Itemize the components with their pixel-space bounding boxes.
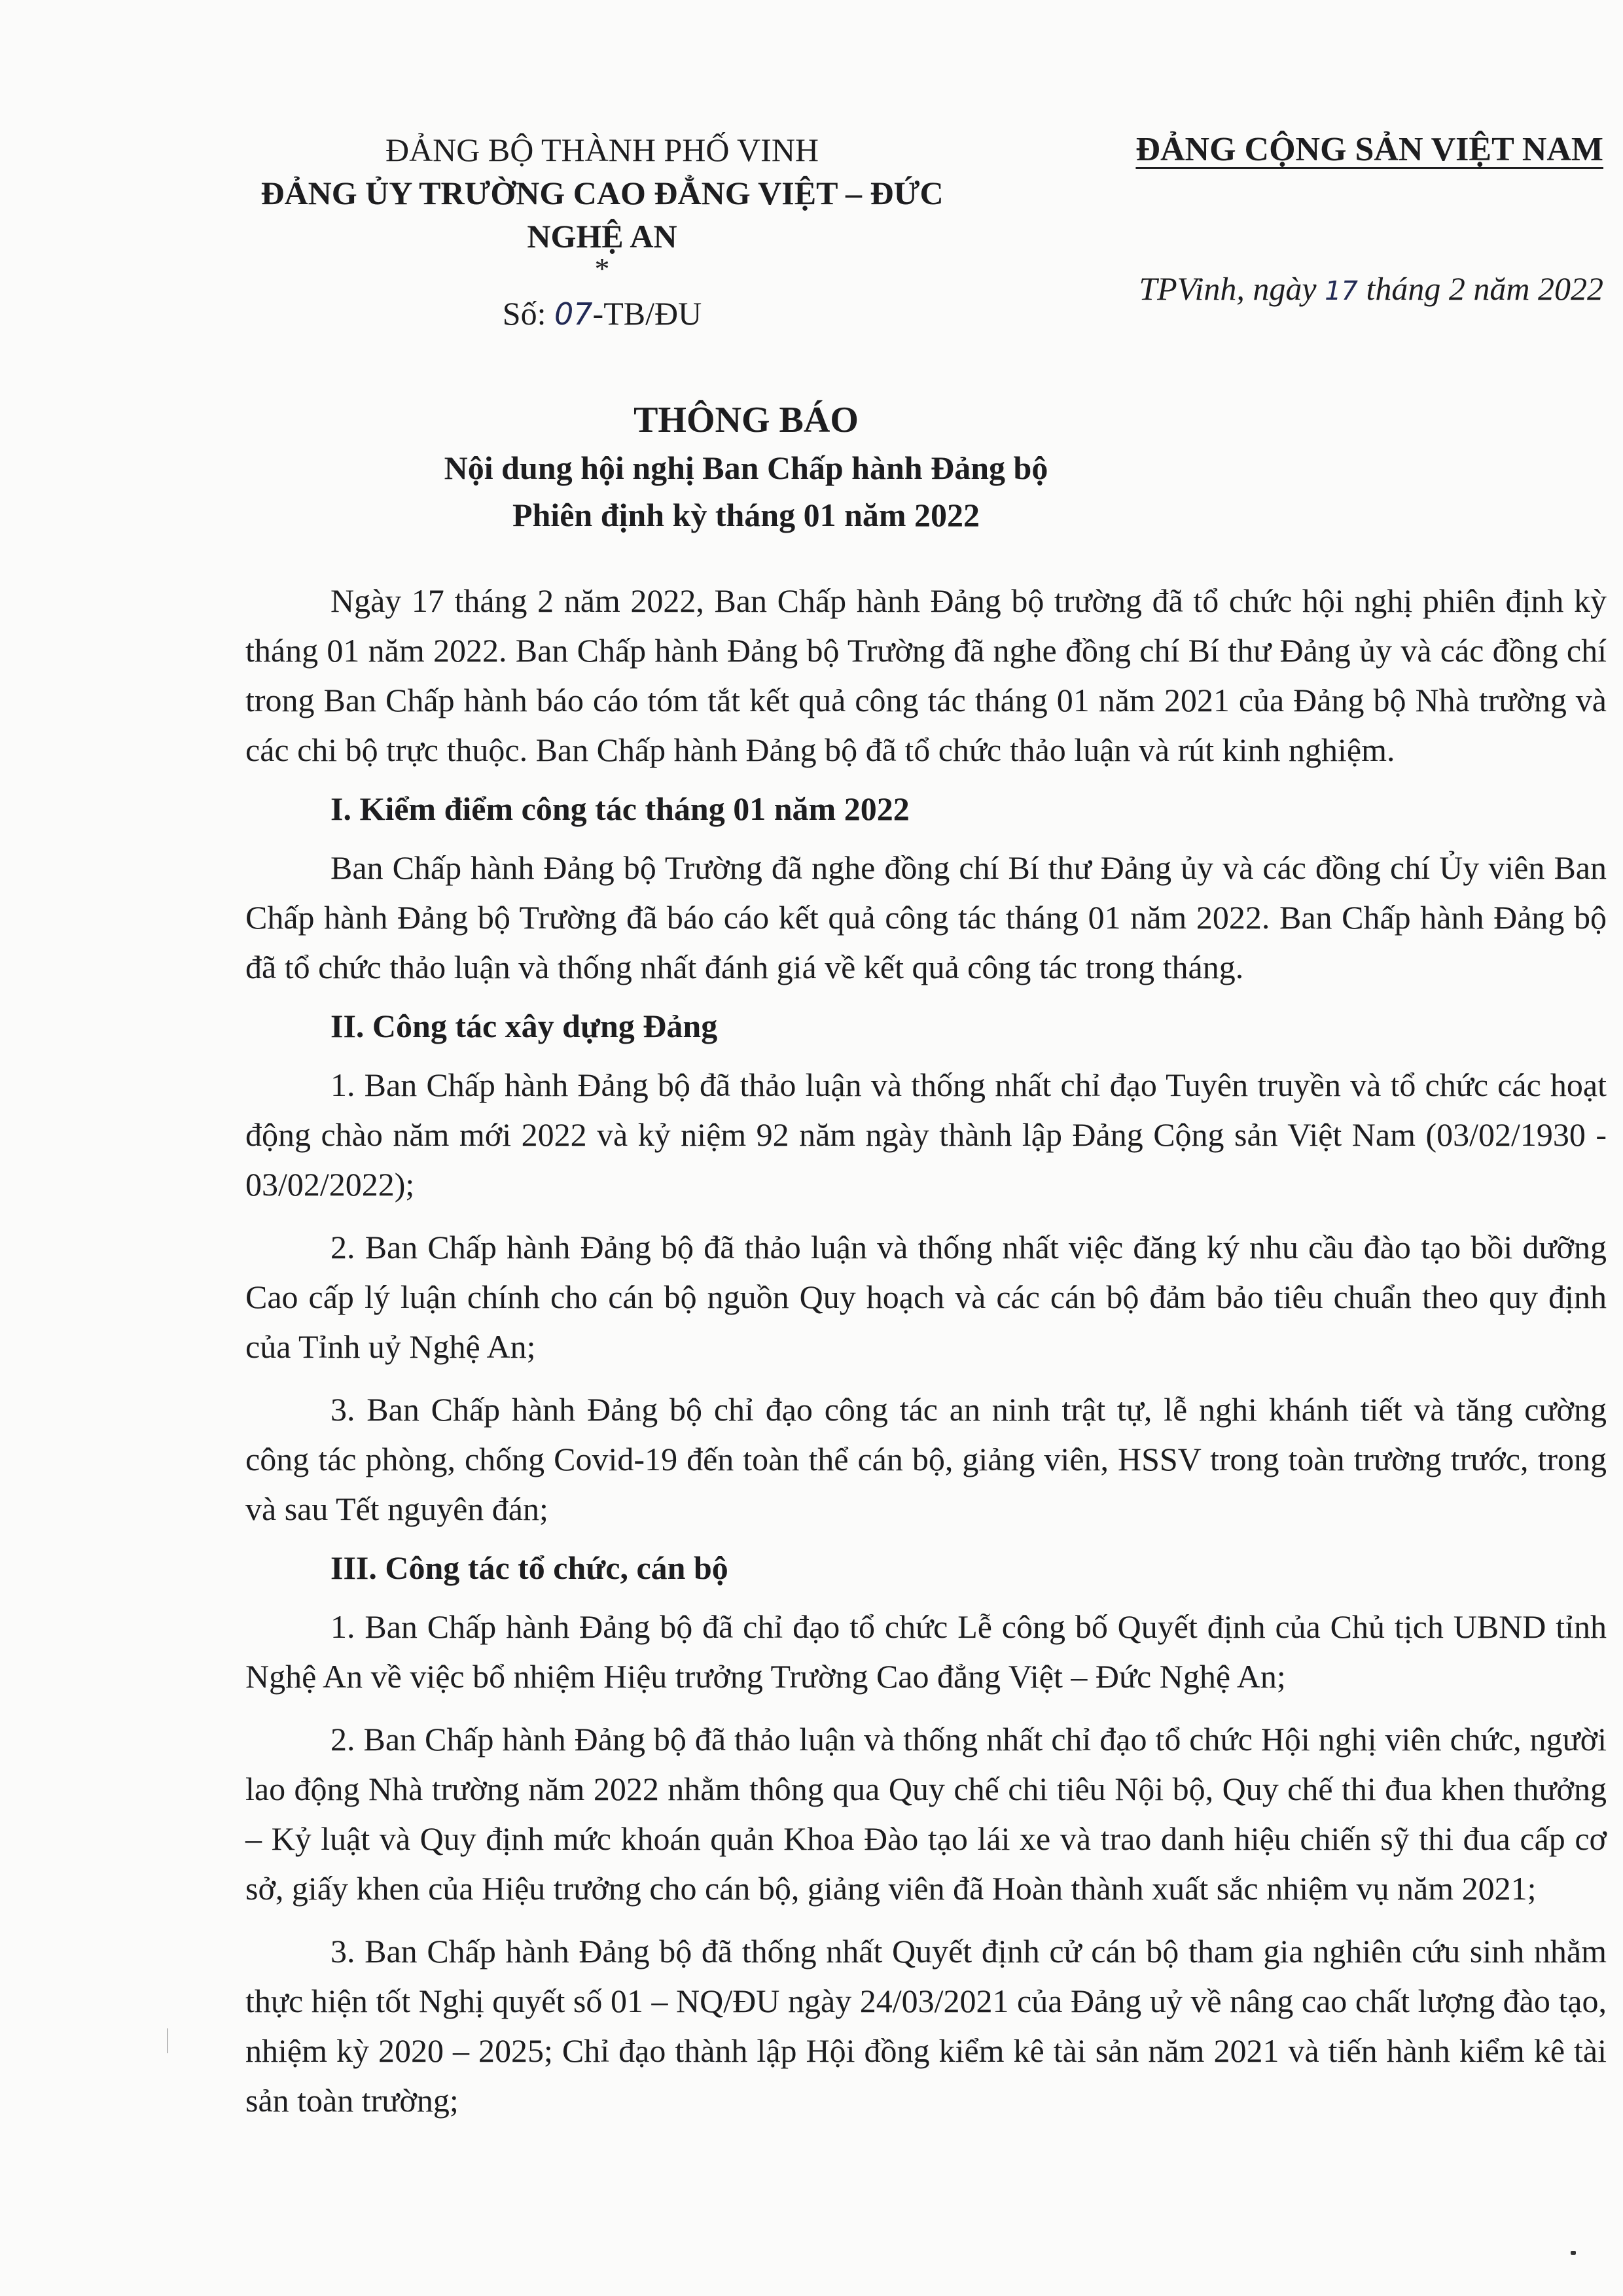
document-subtitle-2: Phiên định kỳ tháng 01 năm 2022 bbox=[512, 497, 980, 533]
document-title: THÔNG BÁO bbox=[633, 400, 859, 440]
document-number-prefix: Số: bbox=[502, 295, 546, 332]
intro-paragraph: Ngày 17 tháng 2 năm 2022, Ban Chấp hành Đảng bộ trường đã tổ chức hội nghị phiên định kỳ tháng 01 năm 2022. Ban Chấp hành Đảng bộ Trường đã nghe đồng chí Bí thư Đảng ủy và các đồng chí trong Ban Chấp hành báo cáo tóm tắt kết quả công tác tháng 01 năm 2021 của Đảng bộ Nhà trường và các chi bộ trực thuộc. Ban Chấp hành Đảng bộ đã tổ chức thảo luận và rút kinh nghiệm. bbox=[245, 582, 1607, 768]
document-number bbox=[190, 291, 1014, 337]
section-2-item-1: 1. Ban Chấp hành Đảng bộ đã thảo luận và thống nhất chỉ đạo Tuyên truyền và tổ chức các hoạt động chào năm mới 2022 và kỷ niệm 92 năm ngày thành lập Đảng Cộng sản Việt Nam (03/02/1930 - 03/02/2022); bbox=[245, 1067, 1607, 1203]
document-body bbox=[245, 576, 1607, 2125]
section-2-item-3: 3. Ban Chấp hành Đảng bộ chỉ đạo công tác an ninh trật tự, lễ nghi khánh tiết và tăng cường công tác phòng, chống Covid-19 đến toàn thể cán bộ, giảng viên, HSSV trong toàn trường trước, trong và sau Tết nguyên đán; bbox=[245, 1391, 1607, 1527]
document-number-suffix: -TB/ĐU bbox=[592, 295, 702, 332]
document-number-handwritten: 07 bbox=[554, 296, 593, 332]
date-suffix: tháng 2 năm 2022 bbox=[1366, 270, 1603, 307]
section-1-heading: I. Kiểm điểm công tác tháng 01 năm 2022 bbox=[330, 790, 910, 827]
party-name: ĐẢNG CỘNG SẢN VIỆT NAM bbox=[1135, 131, 1603, 168]
section-1-paragraph: Ban Chấp hành Đảng bộ Trường đã nghe đồng chí Bí thư Đảng ủy và các đồng chí Ủy viên Ban Chấp hành Đảng bộ Trường đã báo cáo kết quả công tác tháng 01 năm 2022. Ban Chấp hành Đảng bộ đã tổ chức thảo luận và thống nhất đánh giá về kết quả công tác trong tháng. bbox=[245, 849, 1607, 985]
section-3-item-2: 2. Ban Chấp hành Đảng bộ đã thảo luận và thống nhất chỉ đạo tổ chức Hội nghị viên chức, người lao động Nhà trường năm 2022 nhằm thông qua Quy chế chi tiêu Nội bộ, Quy chế thi đua khen thưởng – Kỷ luật và Quy định mức khoán quản Khoa Đào tạo lái xe và trao danh hiệu chiến sỹ thi đua cấp cơ sở, giấy khen của Hiệu trưởng cho cán bộ, giảng viên đã Hoàn thành xuất sắc nhiệm vụ năm 2021; bbox=[245, 1721, 1607, 1907]
header-star: * bbox=[594, 252, 610, 285]
section-3-item-1: 1. Ban Chấp hành Đảng bộ đã chỉ đạo tổ chức Lễ công bố Quyết định của Chủ tịch UBND tỉnh Nghệ An về việc bổ nhiệm Hiệu trưởng Trường Cao đẳng Việt – Đức Nghệ An; bbox=[245, 1608, 1607, 1695]
party-committee-name: ĐẢNG ỦY TRƯỜNG CAO ĐẲNG VIỆT – ĐỨC bbox=[260, 175, 944, 211]
issuing-organization-header bbox=[190, 128, 1014, 337]
date-day-handwritten: 17 bbox=[1325, 276, 1358, 306]
document-title-block bbox=[327, 396, 1165, 539]
scan-margin-mark bbox=[167, 2028, 168, 2053]
section-3-item-3: 3. Ban Chấp hành Đảng bộ đã thống nhất Quyết định cử cán bộ tham gia nghiên cứu sinh nhằm thực hiện tốt Nghị quyết số 01 – NQ/ĐU ngày 24/03/2021 của Đảng uỷ về nâng cao chất lượng đào tạo, nhiệm kỳ 2020 – 2025; Chỉ đạo thành lập Hội đồng kiểm kê tài sản năm 2021 và tiến hành kiểm kê tài sản toàn trường; bbox=[245, 1933, 1607, 2119]
section-2-item-2: 2. Ban Chấp hành Đảng bộ đã thảo luận và thống nhất việc đăng ký nhu cầu đào tạo bồi dưỡng Cao cấp lý luận chính cho cán bộ nguồn Quy hoạch và các cán bộ đảm bảo tiêu chuẩn theo quy định của Tỉnh uỷ Nghệ An; bbox=[245, 1229, 1607, 1365]
document-date bbox=[1060, 267, 1603, 313]
scan-speck bbox=[1571, 2251, 1576, 2255]
date-prefix: TPVinh, ngày bbox=[1139, 270, 1317, 307]
party-committee-location: NGHỆ AN bbox=[527, 218, 677, 255]
section-2-heading: II. Công tác xây dựng Đảng bbox=[330, 1008, 718, 1044]
parent-party-committee: ĐẢNG BỘ THÀNH PHỐ VINH bbox=[385, 132, 819, 168]
section-3-heading: III. Công tác tổ chức, cán bộ bbox=[330, 1549, 728, 1586]
party-national-header bbox=[1060, 128, 1603, 313]
document-subtitle-1: Nội dung hội nghị Ban Chấp hành Đảng bộ bbox=[444, 450, 1048, 486]
